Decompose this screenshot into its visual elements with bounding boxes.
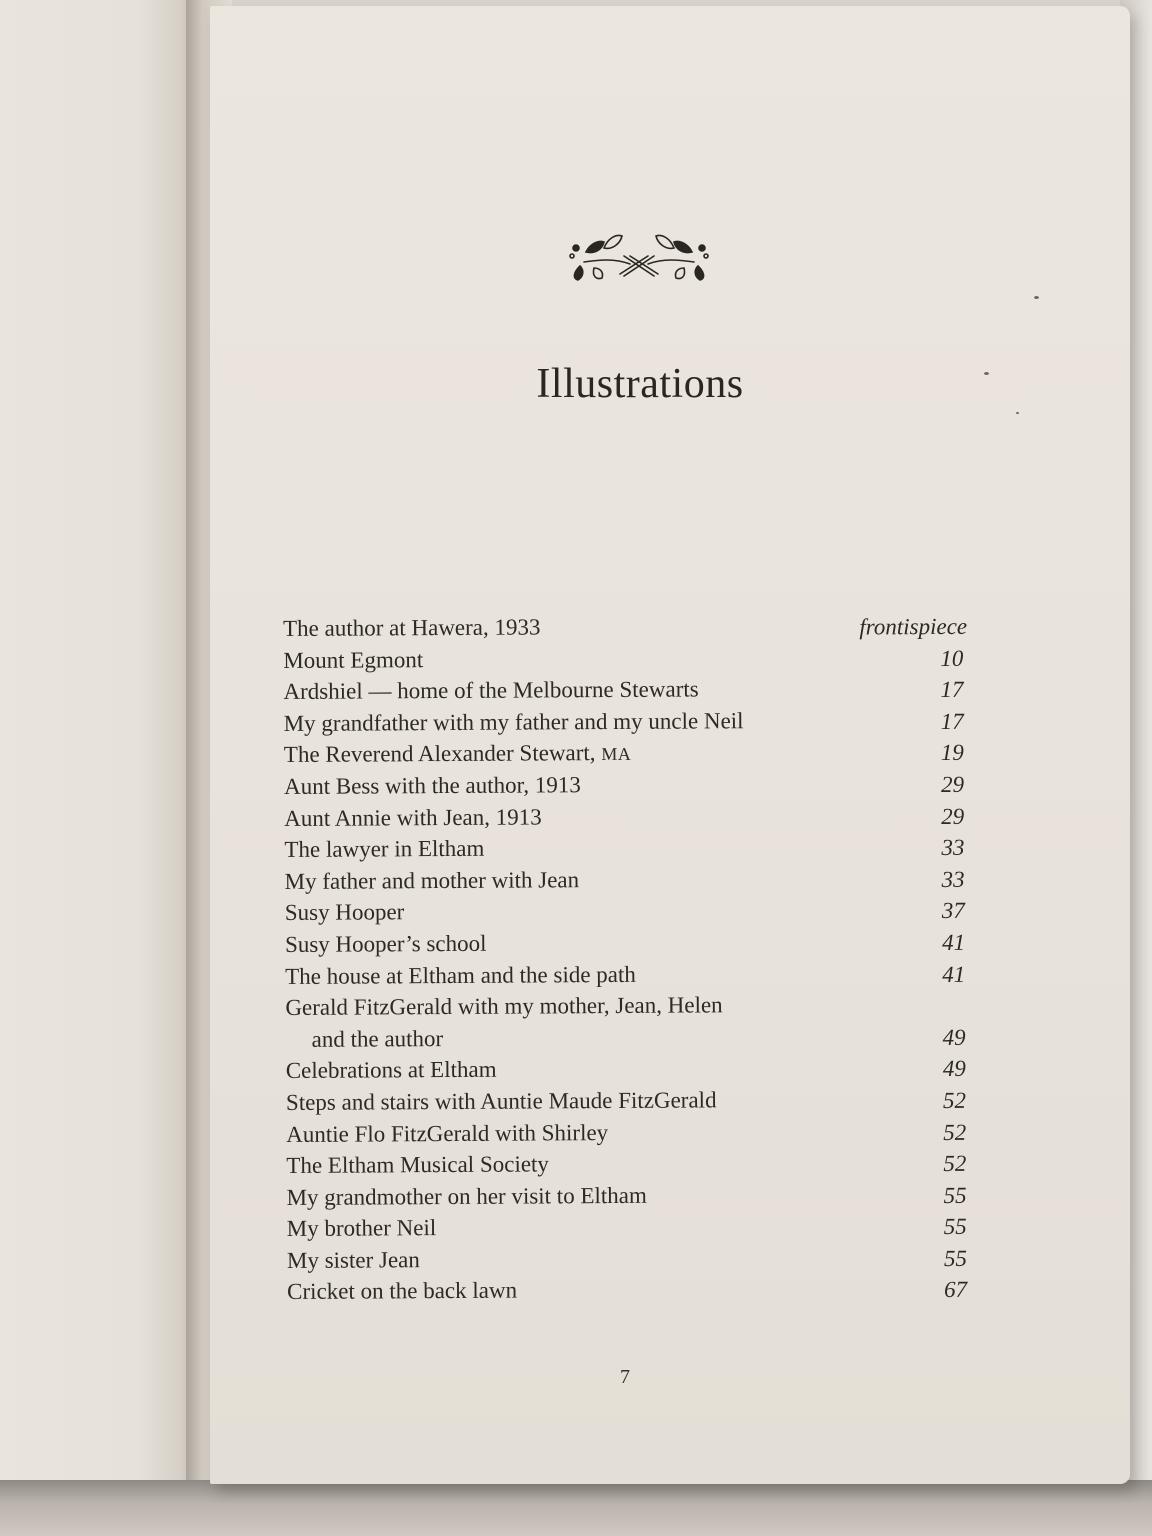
entry-page: 33 (941, 866, 965, 892)
entry-label: Ardshiel — home of the Melbourne Stewarts (283, 676, 699, 705)
list-item (287, 1273, 977, 1309)
list-item (284, 799, 974, 835)
entry-label: Susy Hooper’s school (284, 930, 487, 957)
list-item (285, 989, 975, 1025)
entry-label: My brother Neil (286, 1215, 437, 1242)
floral-ornament-icon (564, 222, 714, 282)
entry-label: Celebrations at Eltham (285, 1057, 497, 1084)
entry-page: 49 (942, 1024, 966, 1050)
entry-page: 67 (944, 1277, 968, 1303)
paper-speck (1016, 412, 1019, 414)
list-item (285, 863, 975, 899)
list-item (284, 736, 974, 772)
entry-page: 17 (940, 708, 964, 734)
entry-label: The house at Eltham and the side path (285, 961, 636, 989)
list-item (286, 1115, 976, 1151)
entry-label: Susy Hooper (284, 899, 405, 926)
list-item (287, 1210, 977, 1246)
page-title: Illustrations (536, 361, 744, 407)
entry-page: 55 (943, 1245, 968, 1271)
illustrations-list (283, 610, 977, 1309)
entry-label: Gerald FitzGerald with my mother, Jean, Helen (285, 992, 723, 1021)
entry-label: Aunt Bess with the author, 1913 (283, 772, 581, 799)
list-item (283, 610, 973, 646)
paper-speck (984, 372, 989, 375)
list-item (286, 1020, 976, 1056)
entry-label: My sister Jean (286, 1247, 420, 1273)
entry-label: Aunt Annie with Jean, 1913 (284, 803, 542, 831)
list-item (284, 768, 974, 804)
entry-page: 29 (940, 771, 965, 797)
list-item (286, 1178, 976, 1214)
entry-page: 52 (942, 1087, 967, 1113)
entry-page: 37 (941, 898, 965, 924)
entry-label-main: The Reverend Alexander Stewart, (283, 740, 602, 768)
entry-label: My grandfather with my father and my uncle Neil (283, 707, 744, 736)
entry-page: 33 (941, 834, 965, 861)
entry-label-continued: and the author (311, 1025, 444, 1052)
list-item (286, 1147, 976, 1183)
list-item (283, 641, 973, 677)
entry-label (284, 740, 632, 768)
list-item (284, 705, 974, 741)
entry-page: 55 (943, 1182, 967, 1208)
table-surface-bottom (0, 1480, 1152, 1536)
entry-page: frontispiece (859, 613, 968, 640)
entry-page: 41 (942, 961, 966, 987)
paper-speck (1034, 296, 1039, 299)
entry-label: The Eltham Musical Society (286, 1151, 549, 1179)
entry-page: 49 (942, 1056, 966, 1082)
list-item (285, 957, 975, 993)
list-item (286, 1084, 976, 1120)
entry-label: My grandmother on her visit to Eltham (286, 1182, 647, 1210)
entry-label: Auntie Flo FitzGerald with Shirley (286, 1119, 609, 1147)
entry-label: Mount Egmont (283, 646, 424, 673)
list-item (285, 894, 975, 930)
entry-label: My father and mother with Jean (284, 866, 580, 894)
entry-label: Cricket on the back lawn (287, 1278, 518, 1305)
entry-page: 19 (940, 740, 964, 766)
page-number: 7 (620, 1366, 630, 1388)
entry-label: The author at Hawera, 1933 (283, 614, 541, 641)
entry-page: 29 (941, 803, 965, 829)
list-item (286, 1052, 976, 1088)
entry-page: 55 (943, 1214, 967, 1240)
entry-page: 52 (943, 1150, 967, 1177)
list-item (284, 831, 974, 867)
entry-label: Steps and stairs with Auntie Maude FitzGerald (285, 1087, 717, 1115)
list-item (285, 926, 975, 962)
facing-page (0, 0, 196, 1536)
entry-page: 52 (943, 1119, 967, 1145)
entry-label-degree: MA (601, 744, 632, 765)
entry-label: The lawyer in Eltham (284, 835, 485, 863)
list-item (287, 1242, 977, 1278)
entry-page: 17 (940, 677, 964, 703)
entry-page: 10 (940, 645, 964, 671)
list-item (283, 673, 973, 709)
entry-page: 41 (941, 929, 966, 955)
